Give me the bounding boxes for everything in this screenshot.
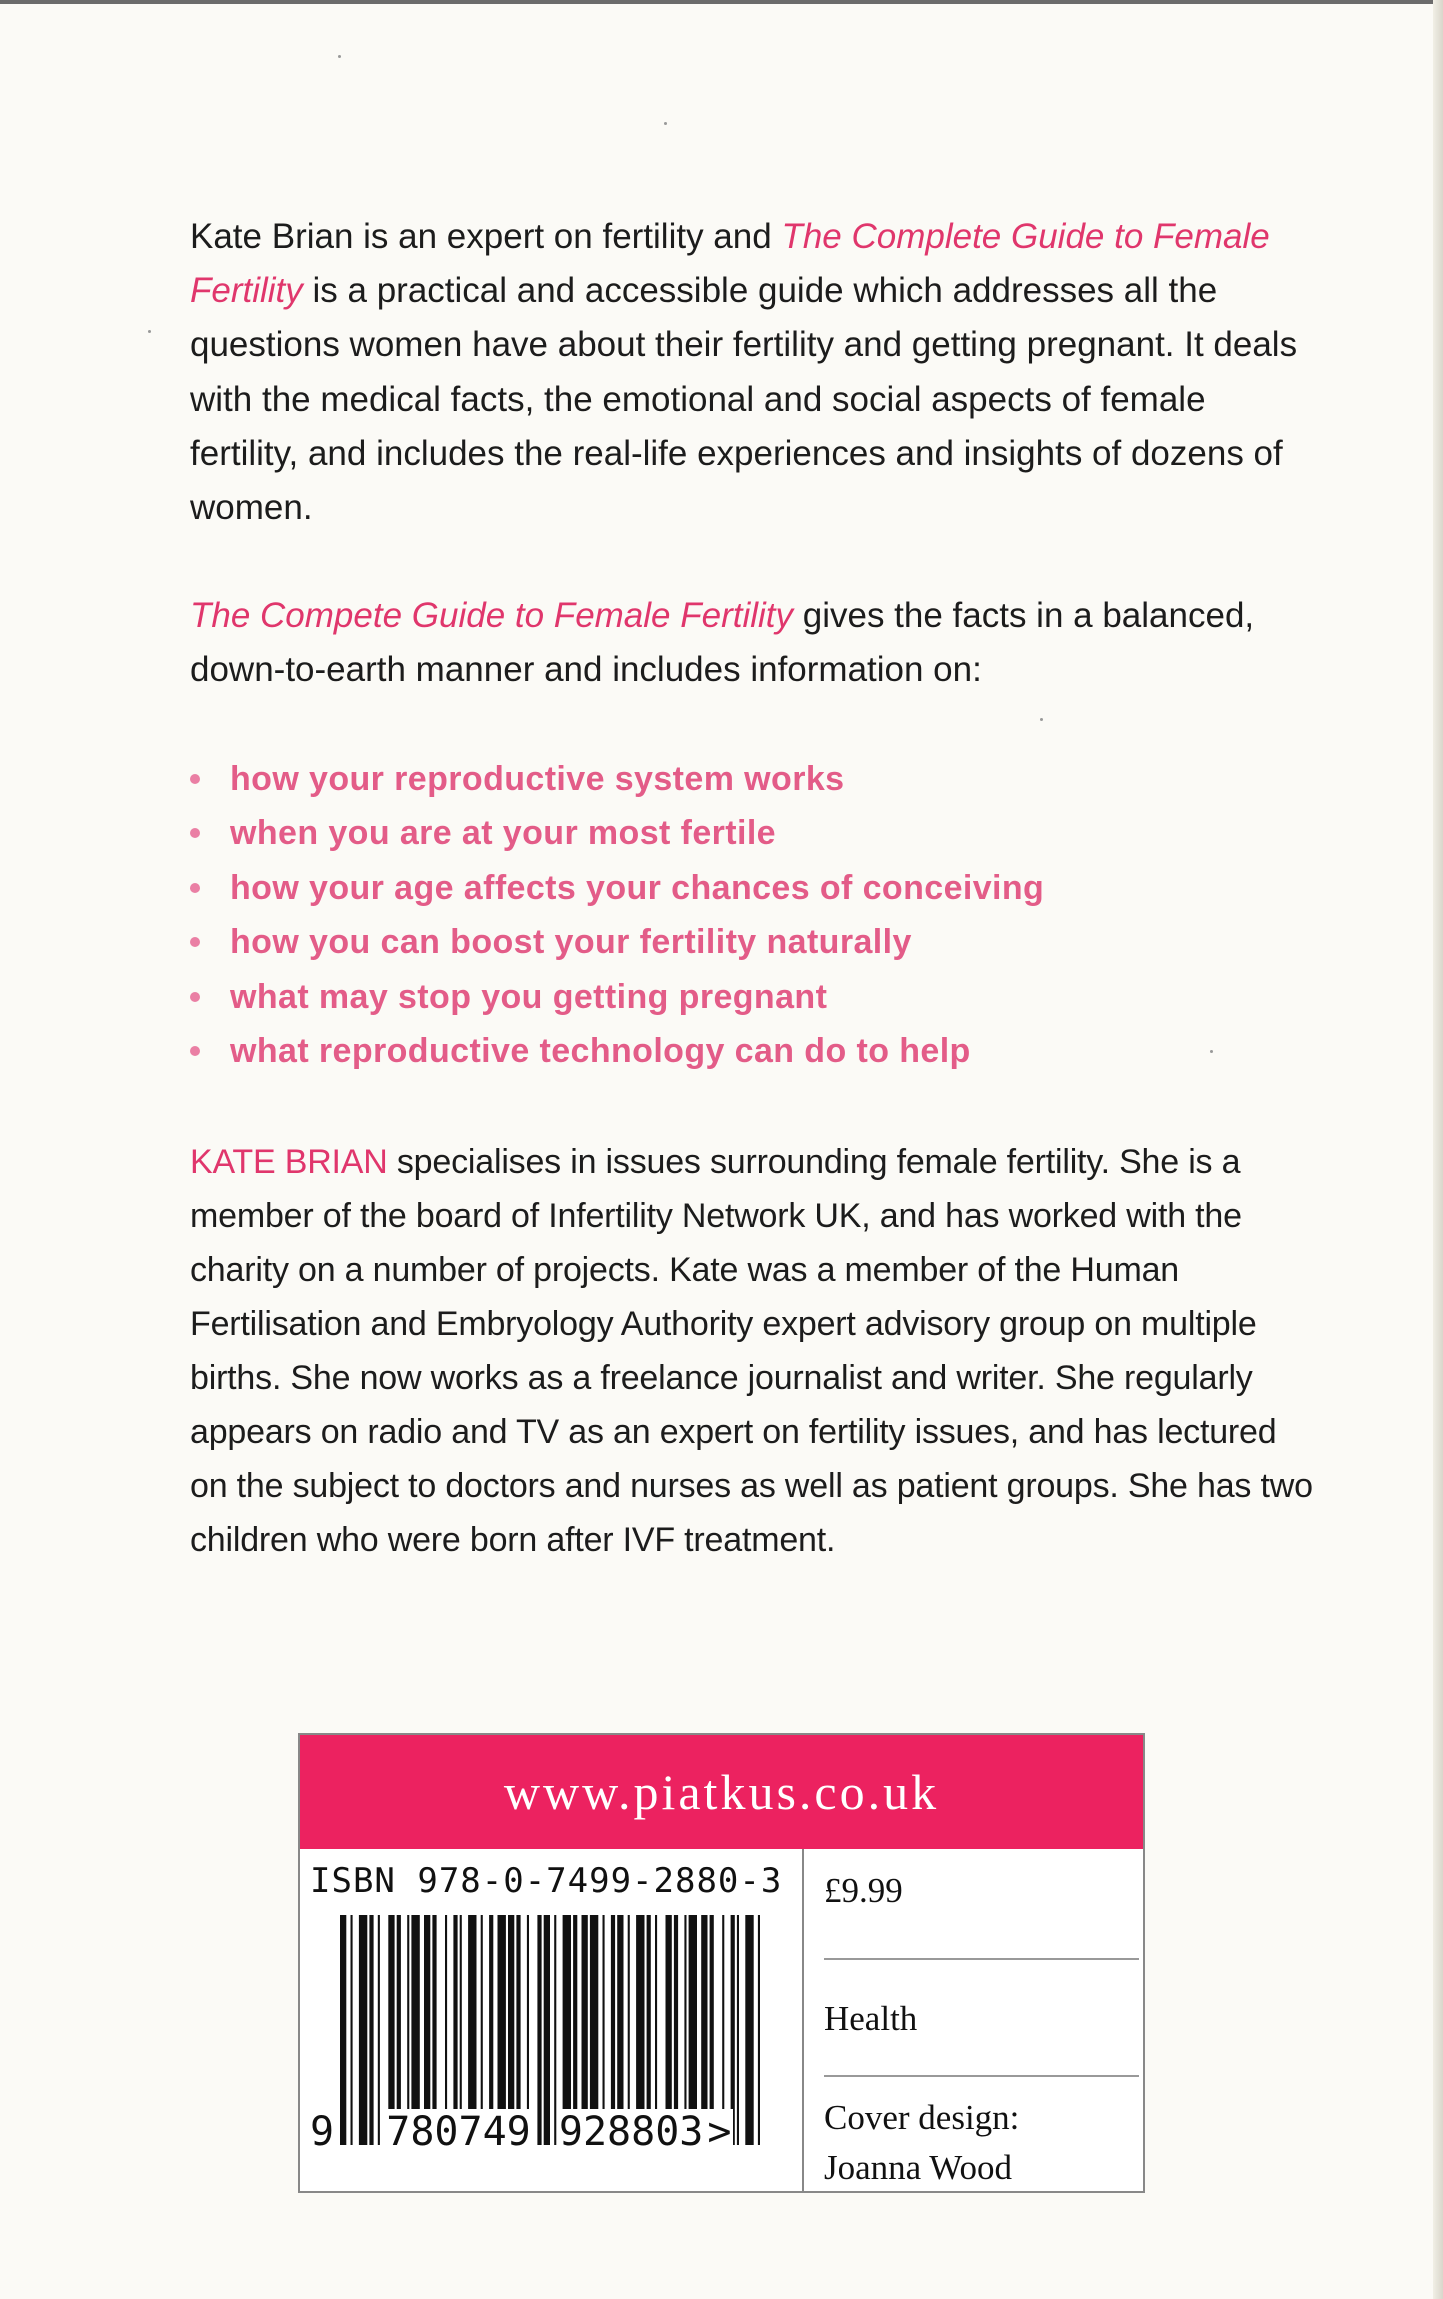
barcode-divider [802,1849,804,2193]
barcode-bar [745,1915,753,2145]
paper-speck [148,330,151,333]
paper-speck [338,55,341,58]
publisher-url: www.piatkus.co.uk [300,1735,1143,1849]
list-item: what reproductive technology can do to help [190,1024,1320,1079]
bullet-dot-icon [190,937,200,947]
price: £9.99 [824,1871,903,1910]
bullet-dot-icon [190,883,200,893]
barcode-lower-section [300,1849,1143,2193]
barcode-bar [758,1915,760,2145]
intro-body: is a practical and accessible guide which addresses all the questions women have about their fertility and getting pregnant. It deals with the medical facts, the emotional and social aspects of female fertility, and includes the real-life experiences and insights of dozens of women. [190,271,1298,528]
bullet-dot-icon [190,774,200,784]
intro-book-title: The Complete Guide to Female Fertility [190,217,1270,311]
barcode-panel [298,1733,1145,2193]
topics-list [190,752,1320,1079]
author-name: KATE BRIAN [190,1142,388,1181]
intro-paragraph [190,210,1320,535]
author-bio-text: specialises in issues surrounding female fertility. She is a member of the board of Infertility Network UK, and has worked with the charity on a number of projects. Kate was a member of the Human Fertilisation and Embryology Authority expert advisory group on multiple births. She now works as a freelance journalist and writer. She regularly appears on radio and TV as an expert on fertility issues, and has lectured on the subject to doctors and nurses as well as patient groups. She has two children who were born after IVF treatment. [190,1142,1313,1559]
bullet-dot-icon [190,992,200,1002]
category: Health [824,1999,918,2038]
bullet-dot-icon [190,1046,200,1056]
list-item: when you are at your most fertile [190,806,1320,861]
back-cover-text [190,210,1320,1567]
list-item: how you can boost your fertility naturally [190,915,1320,970]
bullet-dot-icon [190,828,200,838]
paper-speck [1040,718,1043,721]
paper-speck [1210,1050,1213,1053]
list-item: what may stop you getting pregnant [190,970,1320,1025]
cell-divider [824,2075,1139,2077]
facts-book-title: The Compete Guide to Female Fertility [190,596,794,636]
facts-paragraph [190,589,1320,697]
page-top-edge [0,0,1443,4]
page-right-edge [1433,0,1443,2299]
cell-divider [824,1958,1139,1960]
intro-lead: Kate Brian is an expert on fertility and [190,217,782,256]
isbn-label: ISBN 978-0-7499-2880-3 [310,1861,783,1901]
facts-body: gives the facts in a balanced, down-to-earth manner and includes information on: [190,596,1255,690]
author-bio [190,1135,1320,1567]
list-item: how your age affects your chances of conceiving [190,861,1320,916]
paper-speck [664,122,667,125]
cover-credit: Cover design: Joanna Wood [824,2098,1020,2187]
barcode-bar [737,1915,739,2145]
isbn-digits: 9 780749 928803 > [310,2109,732,2155]
list-item: how your reproductive system works [190,752,1320,807]
